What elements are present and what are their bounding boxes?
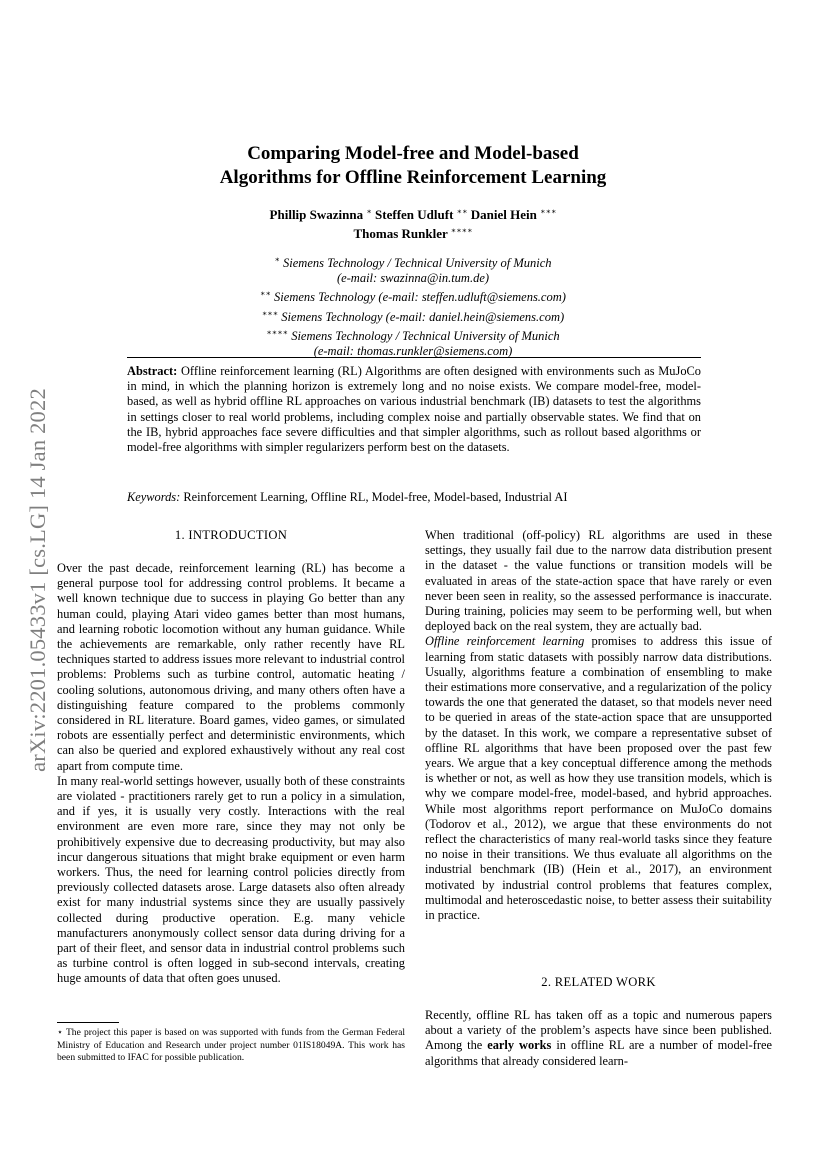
affil-mark: ∗∗∗ <box>261 308 279 318</box>
affil-line: Siemens Technology / Technical University of Munich <box>291 328 560 343</box>
abstract <box>127 364 701 455</box>
keywords-text: Reinforcement Learning, Offline RL, Model-free, Model-based, Industrial AI <box>183 490 568 504</box>
affil-line: Siemens Technology (e-mail: daniel.hein@siemens.com) <box>281 309 565 324</box>
affil-line: (e-mail: swazinna@in.tum.de) <box>336 271 490 286</box>
paragraph <box>425 634 772 923</box>
author-mark: ∗∗ <box>456 207 468 216</box>
bold-phrase: early works <box>487 1038 552 1053</box>
keywords <box>127 490 701 505</box>
affil-line: (e-mail: thomas.runkler@siemens.com) <box>313 344 513 359</box>
author-list <box>140 204 686 242</box>
title-line-1: Comparing Model-free and Model-based <box>247 143 579 164</box>
author-name: Daniel Hein <box>470 207 537 222</box>
author-name: Phillip Swazinna <box>269 207 364 222</box>
abstract-top-rule <box>127 357 701 358</box>
author-mark: ∗∗∗∗ <box>450 226 473 235</box>
author-mark: ∗∗∗ <box>540 207 557 216</box>
arxiv-identifier-text: arXiv:2201.05433v1 [cs.LG] 14 Jan 2022 <box>25 388 50 772</box>
author-name: Thomas Runkler <box>353 226 448 241</box>
footnote-rule <box>57 1022 119 1023</box>
author-name: Steffen Udluft <box>375 207 454 222</box>
affil-line: Siemens Technology (e-mail: steffen.udluft@siemens.com) <box>274 290 566 305</box>
paragraph <box>425 1008 772 1069</box>
paragraph: In many real-world settings however, usually both of these constraints are violated - practitioners rarely get to run a policy in a simulation, and if yes, it is usually very costly. Interactions with the real environment are even more rare, since they may not only be prohibitively expensive due to decreasing productivity, but may also incur dangerous situations that might brake equipment or even harm workers. Thus, the need for learning control policies directly from previously collected datasets arose. Large datasets also often already exist for many industrial systems since they are usually passively collected during productive operation. E.g. many vehicle manufacturers anonymously collect sensor data during driving for a part of their fleet, and sensor data in industrial control problems such as turbine control is often logged in sub-second intervals, creating huge amounts of data that often goes unused. <box>57 773 405 986</box>
affil-mark: ∗ <box>274 255 280 264</box>
affil-line: Siemens Technology / Technical University of Munich <box>283 256 552 270</box>
affil-mark: ∗∗ <box>260 289 271 299</box>
section-heading-introduction: 1. INTRODUCTION <box>174 528 288 542</box>
affil-mark: ∗∗∗∗ <box>266 327 289 337</box>
right-column <box>425 528 772 923</box>
author-mark: ∗ <box>366 207 372 216</box>
footnote <box>57 1027 405 1065</box>
affiliations <box>140 252 686 359</box>
paragraph: Over the past decade, reinforcement learning (RL) has become a general purpose tool for addressing control problems. It became a well known technique due to success in playing Go better than any human could, playing Atari video games better than most humans, and learning robotic locomotion without any human guidance. While the achievements are remarkable, only rather recently have RL techniques started to address issues more relevant to industrial control problems: Problems such as turbine control, automatic heating / cooling solutions, autonomous driving, and many others often have a distinguishing feature compared to the problems commonly considered in RL literature. Board games, video games, or simulated robots are essentially perfect and deterministic environments, which can also be queried and explored exhaustively without any real cost apart from compute time. <box>57 561 405 773</box>
keywords-label: Keywords: <box>127 490 181 504</box>
paragraph-text: Recently, offline RL has taken off as a topic and numerous papers about a variety of the problem’s aspects have since been published. Among the <box>425 1008 772 1053</box>
paper-title <box>140 142 686 190</box>
footnote-mark: ⋆ <box>57 1027 64 1038</box>
emphasis: Offline reinforcement learning <box>425 634 585 649</box>
title-line-2: Algorithms for Offline Reinforcement Learning <box>219 167 607 188</box>
paragraph: When traditional (off-policy) RL algorithms are used in these settings, they usually fail due to the narrow data distribution present in the dataset - the value functions or transition models will be evaluated in areas of the state-action space that have rarely or even never been seen in reality, so the assessed performance is inaccurate. During training, policies may seem to be performing well, but when deployed back on the real system, they are actually bad. <box>425 528 772 634</box>
abstract-label: Abstract: <box>127 364 178 378</box>
abstract-text: Offline reinforcement learning (RL) Algorithms are often designed with environments such as MuJoCo in mind, in which the planning horizon is extremely long and no noise exists. We compare model-free, model-based, as well as hybrid offline RL approaches on various industrial benchmark (IB) datasets to test the algorithms in settings closer to real world problems, including complex noise and partially observable states. We find that on the IB, hybrid approaches face severe difficulties and that simpler algorithms, such as rollout based algorithms or model-free algorithms with simpler regularizers perform best on the datasets. <box>127 364 701 455</box>
left-column <box>57 561 405 987</box>
paragraph-text: in offline RL are a number of model-free algorithms that already considered learn- <box>425 1038 772 1068</box>
footnote-text: The project this paper is based on was supported with funds from the German Federal Ministry of Education and Research under project number 01IS18049A. This work has been submitted to IFAC for possible publication. <box>57 1027 405 1064</box>
right-column-related-work <box>425 1008 772 1069</box>
section-heading-related-work: 2. RELATED WORK <box>541 975 656 989</box>
paragraph-text: promises to address this issue of learning from static datasets with possibly narrow data distributions. Usually, algorithms feature a combination of ensembling to make their estimations more conservative, and a regularization of the policy towards the one that generated the dataset, so that models never need to be queried in areas of the state-action space that are unsupported by the dataset. In this work, we compare a representative subset of offline RL algorithms that have been proposed over the past few years. We argue that a key conceptual difference among the methods is whether or not, as well as how they use transition models, which is why we compare model-free, model-based, and hybrid approaches. While most algorithms report performance on MuJoCo domains (Todorov et al., 2012), we argue that these environments do not reflect the characteristics of many real-world tasks since they feature no noise in their transitions. We thus evaluate all algorithms on the industrial benchmark (IB) (Hein et al., 2017), an environment motivated by industrial control problems that features complex, multimodal and heteroscedastic noise, to better assess their suitability in practice. <box>425 634 772 923</box>
